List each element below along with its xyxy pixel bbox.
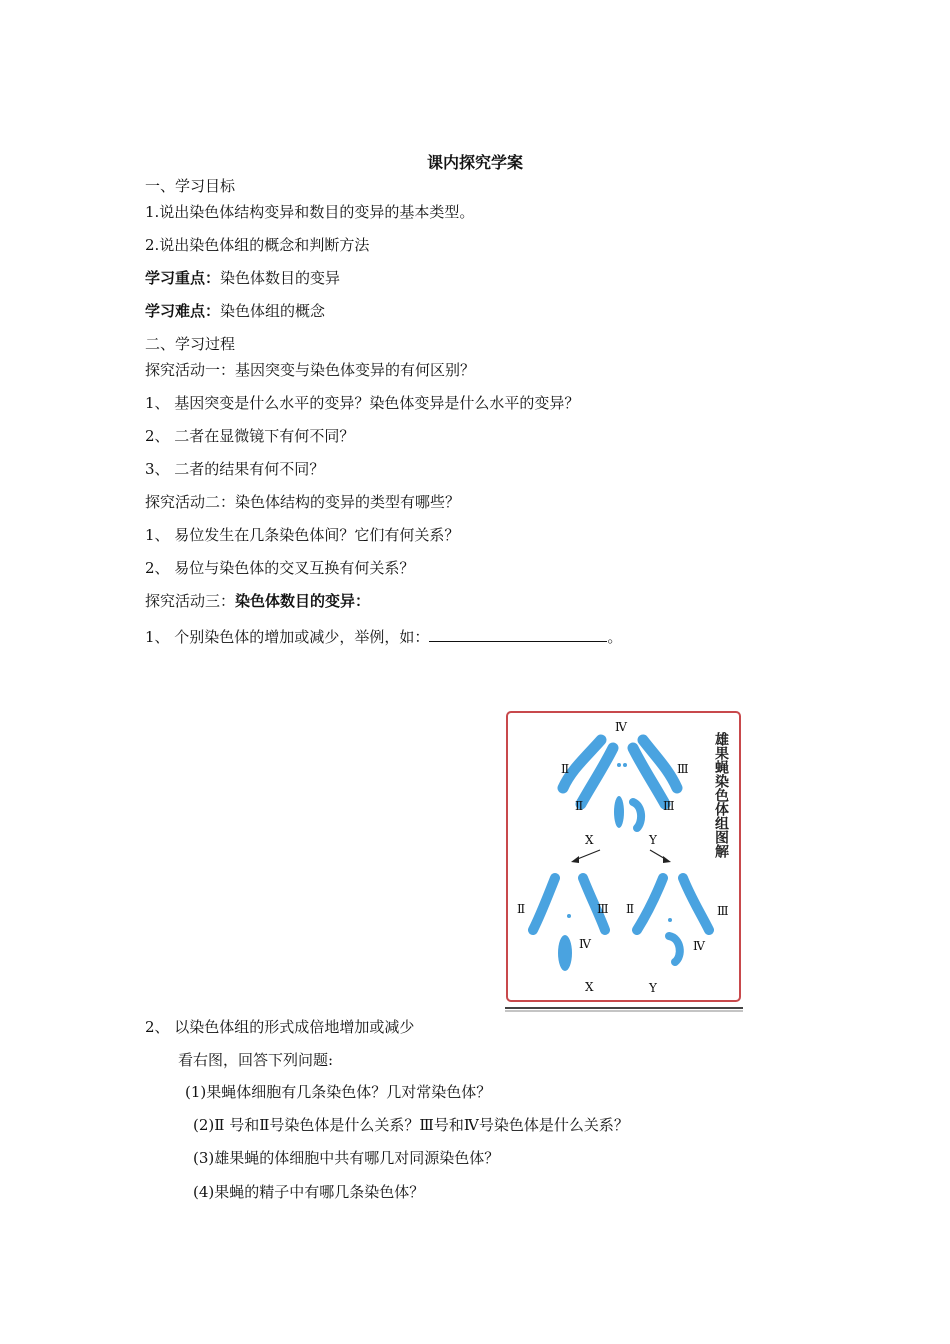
difficulty-text: 染色体组的概念 xyxy=(220,302,326,320)
figure-border xyxy=(507,712,740,1001)
activity-3-topic: 染色体数目的变异： xyxy=(235,592,371,610)
goal-1: 1.说出染色体结构变异和数目的变异的基本类型。 xyxy=(145,203,475,221)
figure-q3: (3)雄果蝇的体细胞中共有哪几对同源染色体？ xyxy=(193,1149,500,1167)
activity-1-q3: 3、 二者的结果有何不同？ xyxy=(145,460,325,478)
activity-1: 探究活动一：基因突变与染色体变异的有何区别？ xyxy=(145,361,476,379)
label-III-right: Ⅲ xyxy=(717,904,729,918)
activity-3 xyxy=(145,591,370,611)
goal-2: 2.说出染色体组的概念和判断方法 xyxy=(145,236,370,254)
chromosome-X xyxy=(614,796,624,828)
figure-q1: (1)果蝇体细胞有几条染色体？几对常染色体？ xyxy=(185,1083,492,1101)
chromosome-IV-b xyxy=(623,763,627,767)
key-point xyxy=(145,268,340,288)
figure-q4: (4)果蝇的精子中有哪几条染色体？ xyxy=(193,1183,425,1201)
difficulty xyxy=(145,301,325,321)
activity-3-q1-text: 1、 个别染色体的增加或减少，举例，如： xyxy=(145,628,430,646)
label-Y-mid: Y xyxy=(649,833,657,847)
activity-2-q2: 2、 易位与染色体的交叉互换有何关系？ xyxy=(145,559,415,577)
key-point-text: 染色体数目的变异 xyxy=(220,269,341,287)
activity-1-q1: 1、 基因突变是什么水平的变异？染色体变异是什么水平的变异？ xyxy=(145,394,580,412)
activity-3-q1 xyxy=(145,626,622,647)
chromosome-diagram xyxy=(505,710,743,1013)
label-X-mid: X xyxy=(585,833,594,847)
activity-3-q2: 2、 以染色体组的形式成倍地增加或减少 xyxy=(145,1018,415,1036)
activity-3-label: 探究活动三： xyxy=(145,592,236,610)
label-IV-top: Ⅳ xyxy=(615,720,627,734)
figure-q2: (2)Ⅱ 号和Ⅱ号染色体是什么关系？Ⅲ号和Ⅳ号染色体是什么关系？ xyxy=(193,1116,629,1134)
label-II-mid: Ⅱ xyxy=(575,799,584,813)
difficulty-label: 学习难点： xyxy=(145,302,221,320)
label-III-mid: Ⅲ xyxy=(663,799,675,813)
label-X-bottom: X xyxy=(585,980,594,994)
label-II-top: Ⅱ xyxy=(561,762,570,776)
activity-2: 探究活动二：染色体结构的变异的类型有哪些？ xyxy=(145,493,461,511)
figure-caption: 雄果蝇染色体组图解 xyxy=(713,732,729,858)
chromosome-IV-a xyxy=(617,763,621,767)
key-point-label: 学习重点： xyxy=(145,269,221,287)
chromosome-figure xyxy=(505,710,743,1013)
activity-3-q1-end: 。 xyxy=(607,628,623,646)
label-II-left: Ⅱ xyxy=(517,902,526,916)
activity-2-q1: 1、 易位发生在几条染色体间？它们有何关系？ xyxy=(145,526,460,544)
figure-instruction: 看右图，回答下列问题: xyxy=(178,1051,334,1069)
page-title: 课内探究学案 xyxy=(426,153,523,172)
section-process: 二、学习过程 xyxy=(145,335,236,353)
answer-blank[interactable] xyxy=(429,626,607,642)
label-Y-bottom: Y xyxy=(649,981,657,995)
gamete-left-IV xyxy=(567,914,571,918)
label-II-right: Ⅱ xyxy=(626,902,635,916)
section-goals: 一、学习目标 xyxy=(145,177,236,195)
label-IV-right: Ⅳ xyxy=(693,939,705,953)
label-III-top: Ⅲ xyxy=(677,762,689,776)
label-III-left: Ⅲ xyxy=(597,902,609,916)
activity-1-q2: 2、 二者在显微镜下有何不同？ xyxy=(145,427,355,445)
gamete-right-IV xyxy=(668,918,672,922)
gamete-left-X xyxy=(558,935,572,971)
label-IV-left: Ⅳ xyxy=(579,937,591,951)
